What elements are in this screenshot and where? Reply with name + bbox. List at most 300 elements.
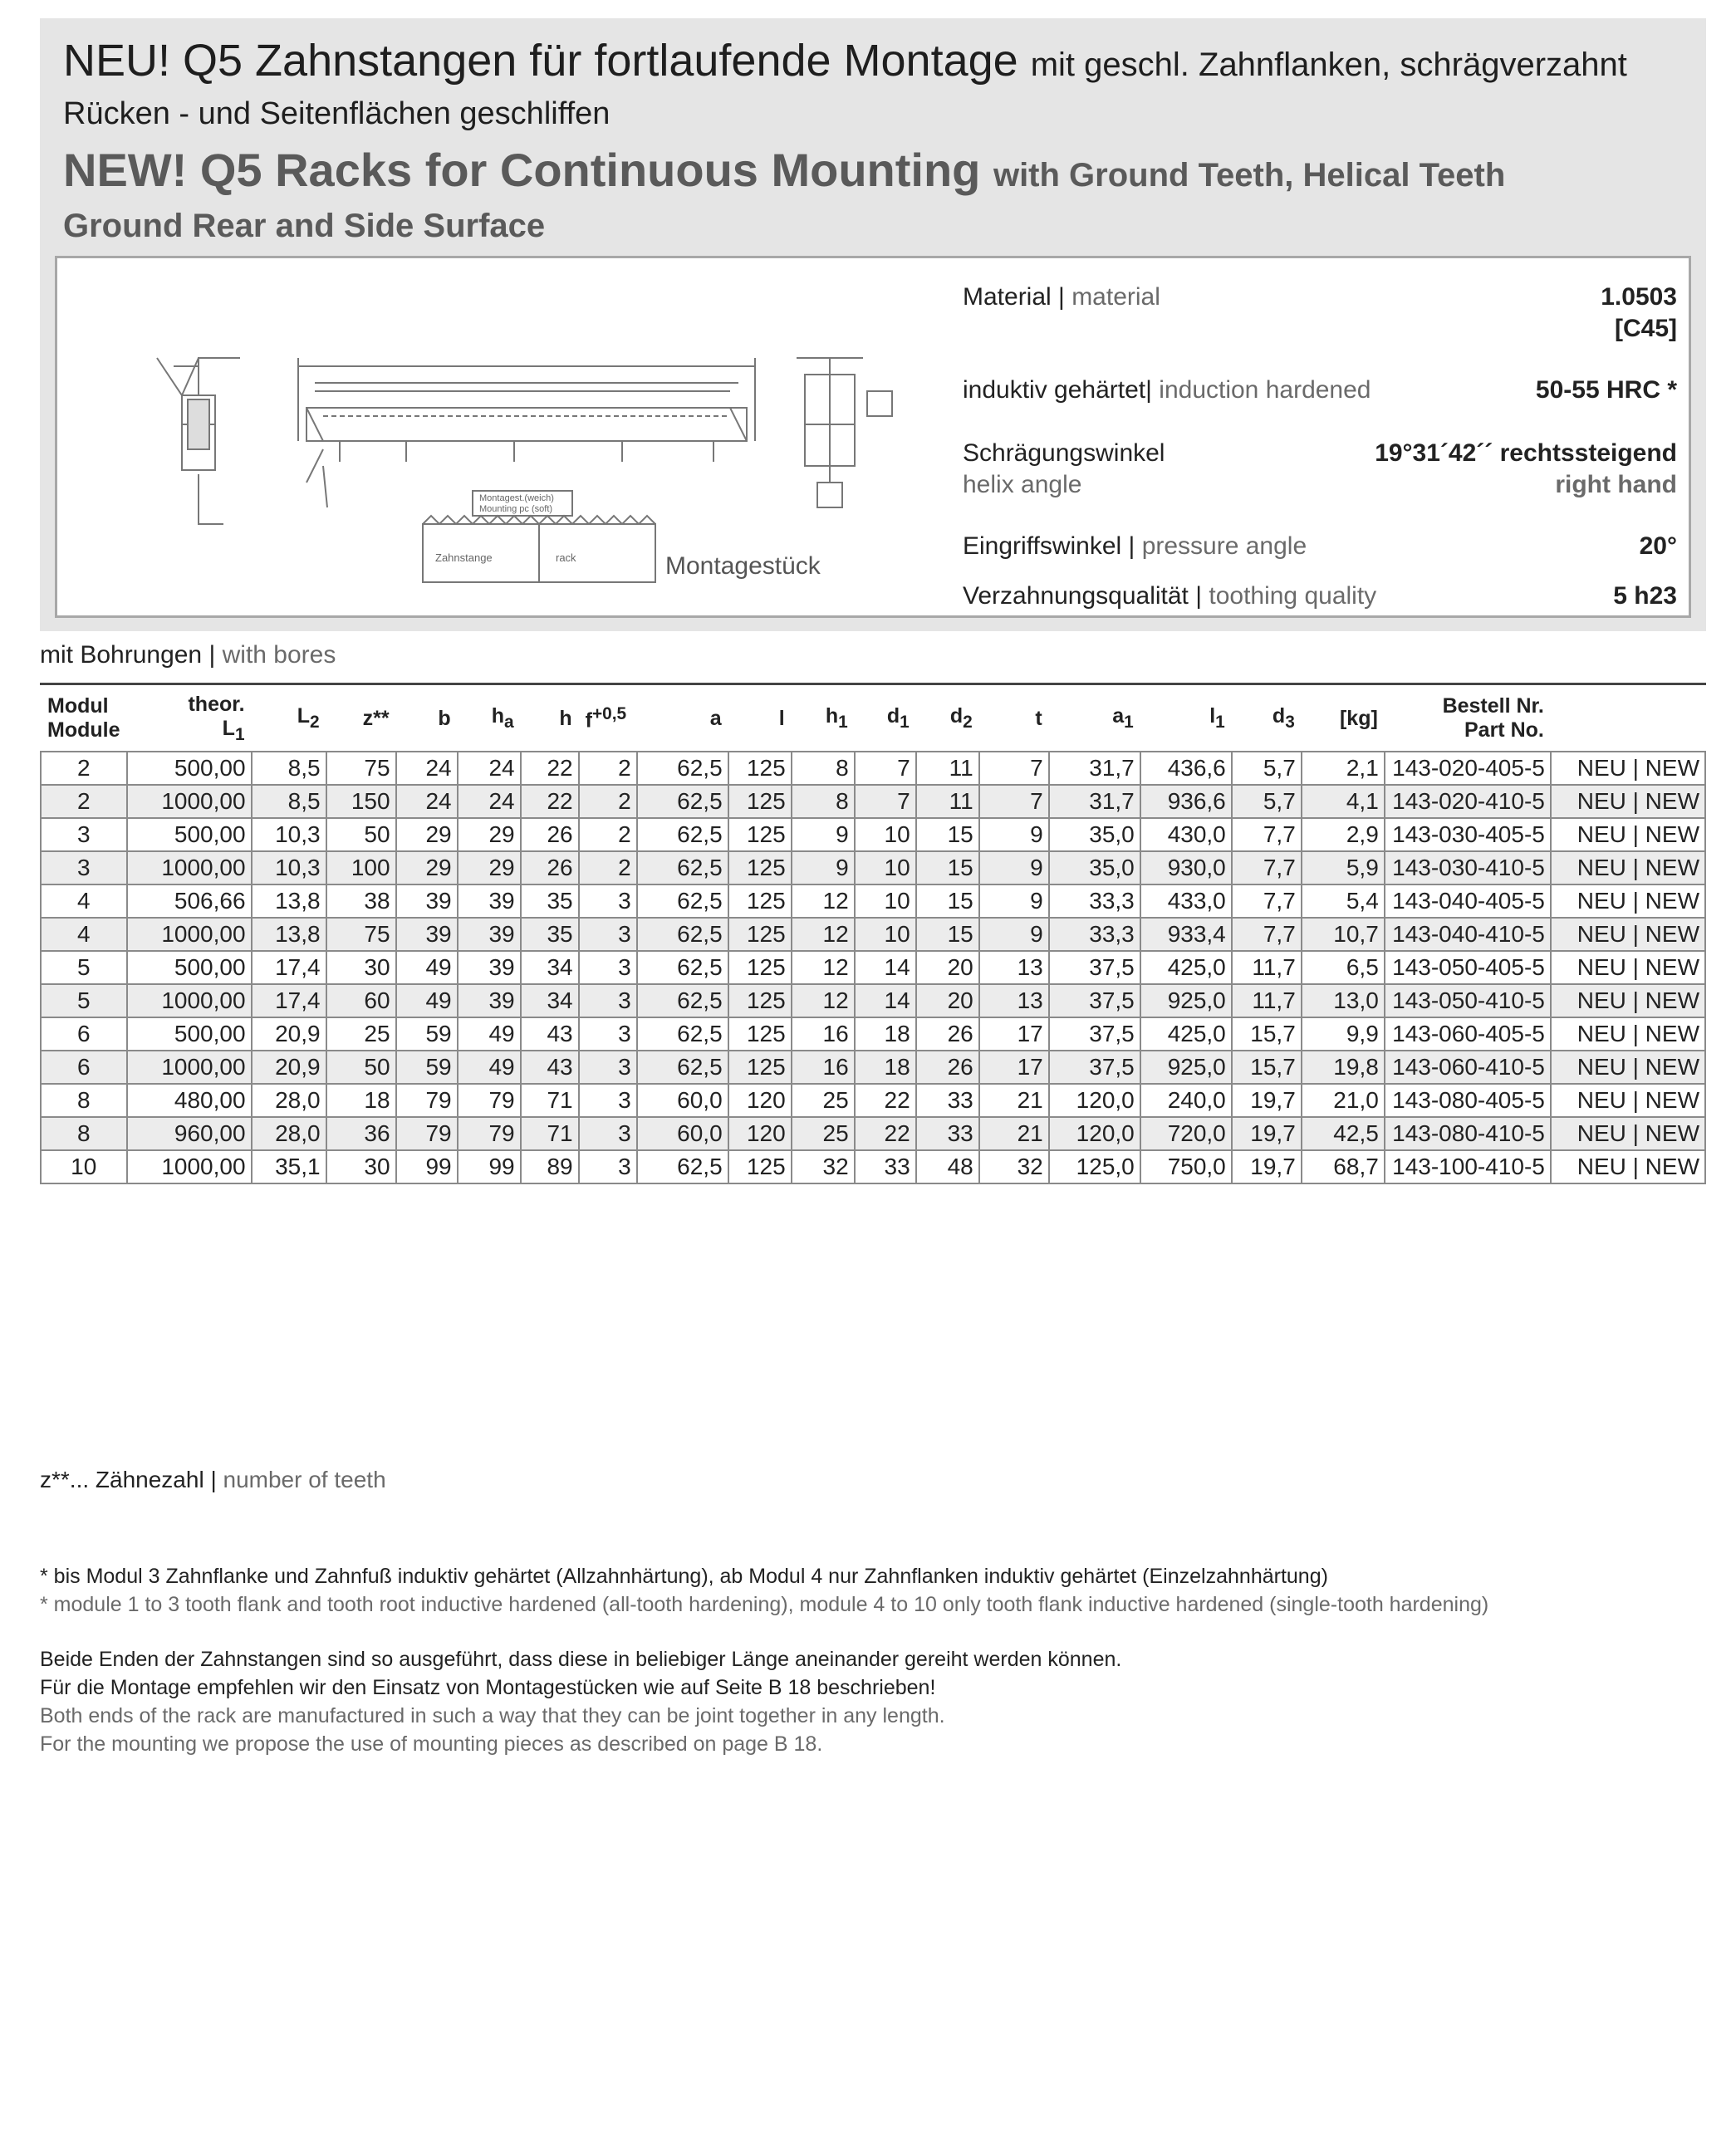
teeth-note-en: number of teeth	[223, 1467, 386, 1492]
table-cell: 22	[855, 1084, 916, 1117]
spec-hardened-de: induktiv gehärtet	[963, 376, 1146, 404]
table-cell: 79	[396, 1084, 458, 1117]
table-cell: 62,5	[637, 884, 728, 918]
table-cell: 925,0	[1140, 1051, 1232, 1084]
table-cell: 50	[326, 818, 396, 851]
table-cell: 21	[979, 1117, 1049, 1150]
table-row	[41, 818, 1705, 851]
table-cell: 143-080-405-5	[1385, 1084, 1551, 1117]
table-cell: 10,7	[1302, 918, 1385, 951]
table-cell: 29	[396, 818, 458, 851]
table-cell: 10,3	[252, 851, 326, 884]
table-cell: 143-040-405-5	[1385, 884, 1551, 918]
bores-caption	[40, 641, 336, 669]
th-L1-sub: 1	[234, 724, 245, 744]
table-cell: 79	[396, 1117, 458, 1150]
table-cell: 7	[855, 785, 916, 818]
mount-note-en: For the mounting we propose the use of mounting pieces as described on page B 18.	[40, 1732, 823, 1756]
table-cell: 39	[396, 884, 458, 918]
table-cell: 9	[979, 818, 1049, 851]
table-cell: 5,7	[1232, 752, 1302, 785]
table-cell: 43	[521, 1017, 579, 1051]
table-cell: 7	[979, 785, 1049, 818]
th-d3	[1232, 686, 1302, 752]
table-cell: NEU | NEW	[1551, 1051, 1705, 1084]
table-cell: 10,3	[252, 818, 326, 851]
table-cell: 433,0	[1140, 884, 1232, 918]
th-ha-sub: a	[504, 713, 514, 732]
th-d1	[855, 686, 916, 752]
table-cell: 10	[855, 851, 916, 884]
table-cell: NEU | NEW	[1551, 1017, 1705, 1051]
sep: |	[210, 1467, 217, 1492]
table-cell: 62,5	[637, 785, 728, 818]
label-montagestueck: Montagestück	[665, 552, 821, 580]
table-cell: 3	[41, 851, 127, 884]
table-cell: 125	[728, 1051, 792, 1084]
table-cell: 26	[521, 851, 579, 884]
teeth-note-de: z**... Zähnezahl	[40, 1467, 204, 1492]
table-cell: 59	[396, 1017, 458, 1051]
table-cell: 35,1	[252, 1150, 326, 1183]
th-z: z**	[362, 706, 390, 730]
table-cell: 11	[916, 752, 979, 785]
table-cell: 3	[41, 818, 127, 851]
table-cell: 143-100-410-5	[1385, 1150, 1551, 1183]
table-cell: 9	[792, 851, 855, 884]
table-cell: 12	[792, 884, 855, 918]
table-cell: 37,5	[1049, 951, 1140, 984]
table-cell: 17,4	[252, 984, 326, 1017]
table-cell: 143-040-410-5	[1385, 918, 1551, 951]
table-cell: 21,0	[1302, 1084, 1385, 1117]
table-cell: 39	[458, 951, 521, 984]
spec-material-en: material	[1071, 283, 1160, 311]
title-german	[63, 35, 1627, 86]
table-cell: 15	[916, 884, 979, 918]
table-cell: 99	[458, 1150, 521, 1183]
mount-note-de: Für die Montage empfehlen wir den Einsatz von Montagestücken wie auf Seite B 18 beschrieben!	[40, 1676, 936, 1699]
title-english-main: NEW! Q5 Racks for Continuous Mounting	[63, 144, 981, 196]
table-cell: 15,7	[1232, 1051, 1302, 1084]
table-cell: 37,5	[1049, 1017, 1140, 1051]
rack-body	[306, 408, 747, 441]
sep: |	[1058, 283, 1065, 311]
table-cell: 150	[326, 785, 396, 818]
bores-de: mit Bohrungen	[40, 641, 203, 669]
spec-helix-value: 19°31´42´´ rechtssteigend	[1375, 439, 1677, 467]
table-row	[41, 785, 1705, 818]
table-cell: 25	[792, 1084, 855, 1117]
th-a1-main: a	[1112, 704, 1125, 728]
table-cell: 33	[916, 1117, 979, 1150]
sep: |	[1195, 582, 1203, 610]
th-L2	[252, 686, 326, 752]
th-f	[579, 686, 637, 752]
spec-hardened-en: induction hardened	[1159, 376, 1371, 404]
table-cell: 4	[41, 918, 127, 951]
spec-material	[963, 283, 1677, 350]
th-d1-main: d	[886, 704, 900, 728]
title-english-line2: Ground Rear and Side Surface	[63, 208, 546, 244]
table-cell: 7,7	[1232, 918, 1302, 951]
table-cell: 125	[728, 851, 792, 884]
table-cell: NEU | NEW	[1551, 951, 1705, 984]
rack-technical-drawing	[74, 275, 954, 607]
table-cell: 500,00	[127, 818, 252, 851]
table-cell: 6	[41, 1051, 127, 1084]
table-cell: NEU | NEW	[1551, 984, 1705, 1017]
sep: |	[1145, 376, 1152, 404]
table-cell: 3	[579, 1150, 637, 1183]
th-f-sup: +0,5	[591, 703, 627, 723]
spec-hardened-value: 50-55 HRC *	[1535, 376, 1677, 404]
table-cell: 7	[979, 752, 1049, 785]
table-cell: 75	[326, 918, 396, 951]
th-d3-main: d	[1272, 704, 1286, 728]
th-d2-sub: 2	[963, 713, 973, 732]
table-cell: 24	[396, 752, 458, 785]
table-cell: 26	[916, 1017, 979, 1051]
table-cell: 500,00	[127, 951, 252, 984]
th-h1-sub: 1	[838, 713, 848, 732]
table-cell: 8	[41, 1084, 127, 1117]
table-cell: 2	[579, 851, 637, 884]
table-cell: 125,0	[1049, 1150, 1140, 1183]
table-cell: 89	[521, 1150, 579, 1183]
table-cell: 15,7	[1232, 1017, 1302, 1051]
spec-material-value: 1.0503	[1601, 283, 1677, 311]
table-cell: 33,3	[1049, 918, 1140, 951]
table-cell: 62,5	[637, 752, 728, 785]
table-cell: 25	[326, 1017, 396, 1051]
table-cell: 425,0	[1140, 1017, 1232, 1051]
table-cell: 436,6	[1140, 752, 1232, 785]
table-cell: 33,3	[1049, 884, 1140, 918]
table-body	[41, 752, 1705, 1183]
table-cell: 3	[579, 1051, 637, 1084]
table-cell: NEU | NEW	[1551, 1117, 1705, 1150]
table-cell: 143-050-410-5	[1385, 984, 1551, 1017]
table-cell: 12	[792, 951, 855, 984]
header-panel	[40, 18, 1706, 631]
table-cell: 10	[855, 818, 916, 851]
table-cell: 14	[855, 984, 916, 1017]
th-l1-main: l	[1209, 704, 1216, 728]
table-cell: 430,0	[1140, 818, 1232, 851]
label-montagest: Montagest.(weich)	[479, 493, 554, 503]
th-a1	[1049, 686, 1140, 752]
table-cell: 425,0	[1140, 951, 1232, 984]
title-english-sub: with Ground Teeth, Helical Teeth	[993, 157, 1506, 194]
table-cell: 125	[728, 918, 792, 951]
table-cell: 62,5	[637, 1051, 728, 1084]
table-cell: 75	[326, 752, 396, 785]
table-cell: 2	[41, 785, 127, 818]
star-note-de: * bis Modul 3 Zahnflanke und Zahnfuß induktiv gehärtet (Allzahnhärtung), ab Modul 4 nur Zahnflanken induktiv gehärtet (Einzelzahnhärtung)	[40, 1565, 1328, 1588]
table-cell: 1000,00	[127, 1051, 252, 1084]
table-cell: 39	[396, 918, 458, 951]
spec-helix	[963, 439, 1677, 506]
table-cell: 49	[396, 951, 458, 984]
table-cell: 480,00	[127, 1084, 252, 1117]
teeth-note	[40, 1467, 386, 1493]
table-cell: 6	[41, 1017, 127, 1051]
table-cell: 143-050-405-5	[1385, 951, 1551, 984]
th-t: t	[1035, 706, 1042, 730]
table-cell: 13	[979, 984, 1049, 1017]
table-cell: 12	[792, 918, 855, 951]
table-cell: 3	[579, 1084, 637, 1117]
th-h1-main: h	[825, 704, 839, 728]
table-row	[41, 1084, 1705, 1117]
bores-en: with bores	[222, 641, 336, 669]
table-cell: 9	[792, 818, 855, 851]
table-cell: 17	[979, 1017, 1049, 1051]
table-cell: 7	[855, 752, 916, 785]
table-cell: 29	[458, 851, 521, 884]
table-cell: 20	[916, 984, 979, 1017]
ends-note-en: Both ends of the rack are manufactured in such a way that they can be joint together in any length.	[40, 1704, 945, 1727]
table-cell: 2,1	[1302, 752, 1385, 785]
table-cell: 39	[458, 918, 521, 951]
table-cell: 2	[579, 785, 637, 818]
th-modul-en: Module	[47, 718, 120, 742]
table-cell: 930,0	[1140, 851, 1232, 884]
th-l1	[1140, 686, 1232, 752]
th-kg: [kg]	[1339, 706, 1378, 730]
spec-quality-de: Verzahnungsqualität	[963, 582, 1189, 610]
sep: |	[208, 641, 216, 669]
table-row	[41, 1017, 1705, 1051]
table-cell: 5,7	[1232, 785, 1302, 818]
spec-helix-de: Schrägungswinkel	[963, 439, 1165, 467]
table-cell: 120,0	[1049, 1117, 1140, 1150]
th-f-main: f	[585, 708, 592, 733]
table-row	[41, 984, 1705, 1017]
table-row	[41, 1051, 1705, 1084]
table-cell: 4,1	[1302, 785, 1385, 818]
table-cell: 37,5	[1049, 1051, 1140, 1084]
table-cell: 34	[521, 984, 579, 1017]
table-cell: 125	[728, 785, 792, 818]
table-row	[41, 951, 1705, 984]
title-german-line2: Rücken - und Seitenflächen geschliffen	[63, 96, 611, 131]
table-cell: 68,7	[1302, 1150, 1385, 1183]
table-cell: 240,0	[1140, 1084, 1232, 1117]
table-cell: 143-030-405-5	[1385, 818, 1551, 851]
table-cell: 21	[979, 1084, 1049, 1117]
table-cell: 1000,00	[127, 918, 252, 951]
table-cell: 1000,00	[127, 984, 252, 1017]
table-cell: 9	[979, 884, 1049, 918]
table-cell: 13,0	[1302, 984, 1385, 1017]
table-cell: 49	[396, 984, 458, 1017]
table-cell: 29	[396, 851, 458, 884]
rack-table	[40, 686, 1706, 1184]
table-cell: 1000,00	[127, 1150, 252, 1183]
table-cell: 8,5	[252, 785, 326, 818]
spec-material-de: Material	[963, 283, 1052, 311]
table-cell: 30	[326, 1150, 396, 1183]
table-cell: NEU | NEW	[1551, 818, 1705, 851]
table-cell: 43	[521, 1051, 579, 1084]
table-cell: 143-020-410-5	[1385, 785, 1551, 818]
table-row	[41, 1117, 1705, 1150]
table-cell: 62,5	[637, 951, 728, 984]
spec-pressure-en: pressure angle	[1141, 532, 1307, 560]
table-cell: 5,4	[1302, 884, 1385, 918]
table-cell: NEU | NEW	[1551, 785, 1705, 818]
table-cell: 20	[916, 951, 979, 984]
table-row	[41, 884, 1705, 918]
table-cell: 79	[458, 1117, 521, 1150]
table-cell: 60	[326, 984, 396, 1017]
table-cell: 11,7	[1232, 984, 1302, 1017]
table-cell: 19,7	[1232, 1117, 1302, 1150]
table-cell: 18	[855, 1017, 916, 1051]
star-note-en: * module 1 to 3 tooth flank and tooth root inductive hardened (all-tooth hardening), module 4 to 10 only tooth flank inductive hardened (single-tooth hardening)	[40, 1593, 1489, 1616]
table-cell: 5	[41, 984, 127, 1017]
title-german-main: NEU! Q5 Zahnstangen für fortlaufende Montage	[63, 36, 1018, 86]
table-cell: NEU | NEW	[1551, 851, 1705, 884]
table-cell: 933,4	[1140, 918, 1232, 951]
table-cell: 28,0	[252, 1084, 326, 1117]
table-cell: 15	[916, 918, 979, 951]
spec-pressure-de: Eingriffswinkel	[963, 532, 1122, 560]
table-cell: 35	[521, 918, 579, 951]
table-cell: 8	[792, 785, 855, 818]
table-cell: 506,66	[127, 884, 252, 918]
th-l: l	[778, 706, 785, 730]
table-cell: 59	[396, 1051, 458, 1084]
table-cell: 20,9	[252, 1017, 326, 1051]
th-bestell: Bestell Nr.	[1442, 694, 1544, 718]
table-cell: 2	[579, 818, 637, 851]
table-cell: 13,8	[252, 884, 326, 918]
table-cell: 2	[579, 752, 637, 785]
table-cell: 62,5	[637, 818, 728, 851]
table-cell: NEU | NEW	[1551, 884, 1705, 918]
table-cell: NEU | NEW	[1551, 918, 1705, 951]
spec-quality	[963, 582, 1677, 615]
table-cell: 49	[458, 1051, 521, 1084]
table-cell: 62,5	[637, 1017, 728, 1051]
th-theor: theor.	[188, 692, 245, 716]
table-cell: 125	[728, 984, 792, 1017]
table-cell: 7,7	[1232, 884, 1302, 918]
table-cell: 24	[458, 752, 521, 785]
table-cell: 7,7	[1232, 818, 1302, 851]
table-cell: 24	[458, 785, 521, 818]
table-cell: 32	[792, 1150, 855, 1183]
th-ha	[458, 686, 521, 752]
label-mounting-pc: Mounting pc (soft)	[479, 504, 553, 514]
table-cell: 62,5	[637, 1150, 728, 1183]
table-cell: 19,8	[1302, 1051, 1385, 1084]
table-cell: 125	[728, 884, 792, 918]
table-cell: 936,6	[1140, 785, 1232, 818]
table-cell: 960,00	[127, 1117, 252, 1150]
table-cell: 19,7	[1232, 1084, 1302, 1117]
table-cell: 2	[41, 752, 127, 785]
table-cell: 9	[979, 851, 1049, 884]
table-cell: 14	[855, 951, 916, 984]
table-cell: 60,0	[637, 1117, 728, 1150]
table-cell: 13,8	[252, 918, 326, 951]
table-cell: 143-060-405-5	[1385, 1017, 1551, 1051]
table-cell: 16	[792, 1051, 855, 1084]
table-cell: 143-020-405-5	[1385, 752, 1551, 785]
table-cell: 20,9	[252, 1051, 326, 1084]
th-partno: Part No.	[1464, 718, 1544, 742]
th-L1-main: L	[222, 716, 235, 740]
table-cell: 39	[458, 884, 521, 918]
table-cell: 17,4	[252, 951, 326, 984]
table-cell: 1000,00	[127, 785, 252, 818]
table-cell: 143-030-410-5	[1385, 851, 1551, 884]
table-cell: 39	[458, 984, 521, 1017]
table-row	[41, 851, 1705, 884]
table-cell: 125	[728, 1150, 792, 1183]
table-cell: 49	[458, 1017, 521, 1051]
table-cell: 143-080-410-5	[1385, 1117, 1551, 1150]
spec-hardened	[963, 376, 1677, 409]
table-row	[41, 918, 1705, 951]
table-cell: 143-060-410-5	[1385, 1051, 1551, 1084]
table-cell: 71	[521, 1117, 579, 1150]
label-rack: rack	[556, 551, 576, 564]
table-cell: 11	[916, 785, 979, 818]
table-cell: NEU | NEW	[1551, 752, 1705, 785]
table-cell: 33	[916, 1084, 979, 1117]
table-cell: 50	[326, 1051, 396, 1084]
table-cell: 42,5	[1302, 1117, 1385, 1150]
spec-helix-value2: right hand	[1555, 471, 1677, 498]
th-empty	[1551, 686, 1705, 752]
table-cell: 6,5	[1302, 951, 1385, 984]
table-cell: 500,00	[127, 1017, 252, 1051]
th-l1-sub: 1	[1215, 713, 1225, 732]
th-L2-sub: 2	[309, 713, 320, 732]
th-b: b	[438, 706, 451, 730]
table-cell: 17	[979, 1051, 1049, 1084]
th-L2-main: L	[297, 704, 310, 728]
table-cell: 11,7	[1232, 951, 1302, 984]
table-top-rule	[40, 683, 1706, 685]
table-cell: 2,9	[1302, 818, 1385, 851]
table-cell: 35,0	[1049, 818, 1140, 851]
table-cell: 31,7	[1049, 752, 1140, 785]
table-cell: NEU | NEW	[1551, 1084, 1705, 1117]
table-cell: 3	[579, 984, 637, 1017]
th-d2-main: d	[949, 704, 964, 728]
table-row	[41, 752, 1705, 785]
table-cell: 35	[521, 884, 579, 918]
table-cell: 18	[855, 1051, 916, 1084]
spec-pressure	[963, 532, 1677, 566]
table-cell: NEU | NEW	[1551, 1150, 1705, 1183]
table-cell: 36	[326, 1117, 396, 1150]
table-cell: 99	[396, 1150, 458, 1183]
table-cell: 100	[326, 851, 396, 884]
table-cell: 5,9	[1302, 851, 1385, 884]
th-d2	[916, 686, 979, 752]
table-cell: 35,0	[1049, 851, 1140, 884]
table-cell: 125	[728, 1017, 792, 1051]
th-part	[1385, 686, 1551, 752]
table-cell: 125	[728, 818, 792, 851]
